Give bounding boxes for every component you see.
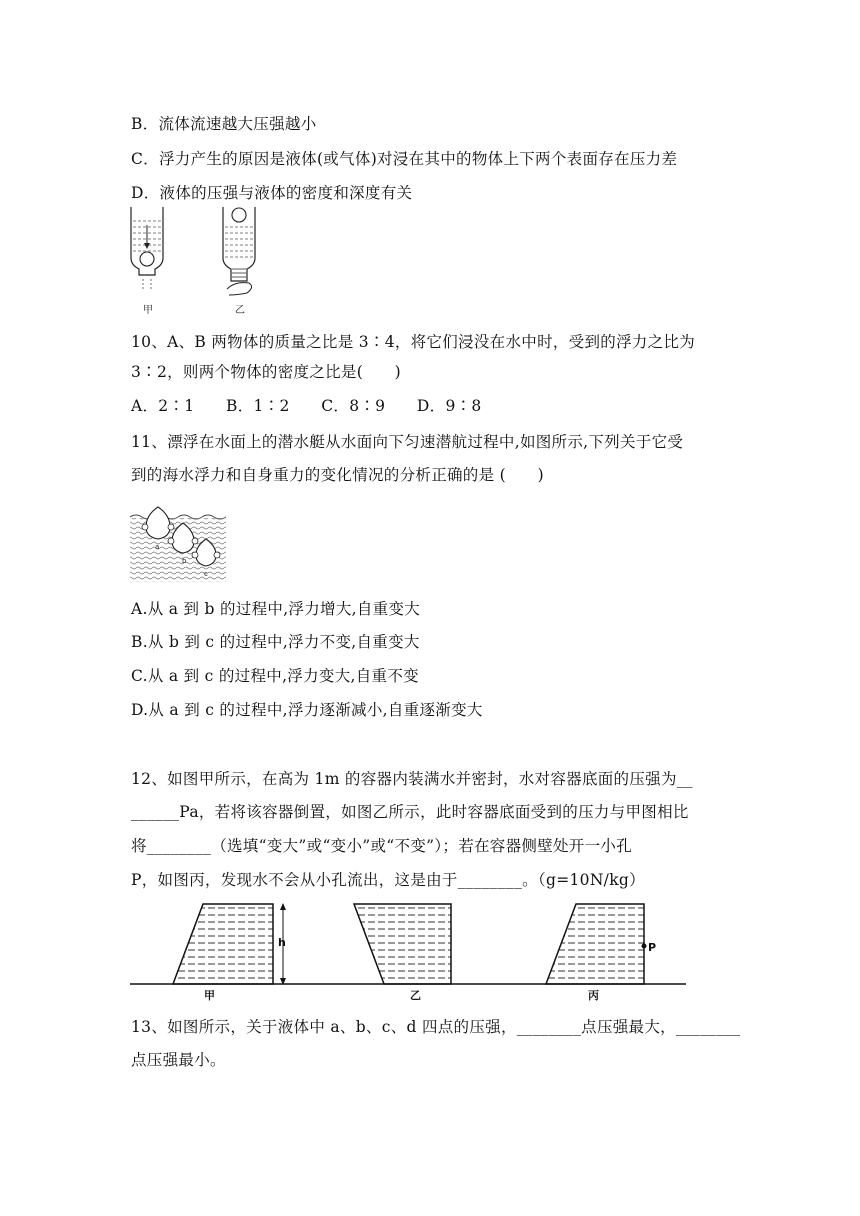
q10-line1: 10、A、B 两物体的质量之比是 3∶4，将它们浸没在水中时，受到的浮力之比为 [131, 333, 696, 351]
container-yi [354, 904, 451, 1002]
sub-label-a: a [155, 543, 160, 551]
container-jia [173, 903, 286, 1002]
q12-line1: 12、如图甲所示，在高为 1m 的容器内装满水并密封，水对容器底面的压强为__ [131, 770, 693, 788]
q11-option-a: A.从 a 到 b 的过程中,浮力增大,自重变大 [131, 600, 421, 618]
fig9-label-jia: 甲 [143, 305, 153, 316]
q11-line2: 到的海水浮力和自身重力的变化情况的分析正确的是 ( ) [131, 466, 544, 484]
sub-label-b: b [182, 557, 187, 565]
bottle-yi [223, 207, 255, 316]
q12-figure [128, 898, 688, 1004]
q9-option-d: D．液体的压强与液体的密度和深度有关 [131, 184, 413, 202]
q12-line4: P，如图丙，发现水不会从小孔流出，这是由于________。（g=10N/kg） [131, 871, 645, 889]
hole-p [642, 944, 647, 949]
q13-line1: 13、如图所示，关于液体中 a、b、c、d 四点的压强，________点压强最大，________ [131, 1018, 741, 1036]
fig12-label-yi: 乙 [410, 989, 421, 1002]
q13-line2: 点压强最小。 [131, 1051, 226, 1069]
q11-line1: 11、漂浮在水面上的潜水艇从水面向下匀速潜航过程中,如图所示,下列关于它受 [131, 433, 684, 451]
q11-figure [128, 505, 228, 585]
fig12-label-jia: 甲 [204, 989, 215, 1002]
sub-label-c: c [204, 570, 208, 578]
fig12-label-bing: 丙 [588, 989, 599, 1002]
q10-line2: 3∶2，则两个物体的密度之比是( ) [131, 363, 402, 381]
q11-option-b: B.从 b 到 c 的过程中,浮力不变,自重变大 [131, 633, 420, 651]
q11-option-c: C.从 a 到 c 的过程中,浮力变大,自重不变 [131, 667, 419, 685]
container-bing [546, 904, 656, 1002]
q9-option-b: B．流体流速越大压强越小 [131, 115, 317, 133]
q10-options: A．2∶1 B．1∶2 C．8∶9 D．9∶8 [131, 397, 482, 415]
q9-option-c: C．浮力产生的原因是液体(或气体)对浸在其中的物体上下两个表面存在压力差 [131, 150, 678, 168]
q9-figure [125, 203, 275, 318]
q12-line2: ______Pa，若将该容器倒置，如图乙所示，此时容器底面受到的压力与甲图相比 [131, 803, 689, 821]
fig12-label-p: P [648, 941, 657, 954]
fig12-label-h: h [278, 936, 286, 949]
q11-option-d: D.从 a 到 c 的过程中,浮力逐渐减小,自重逐渐变大 [131, 701, 483, 719]
fig9-label-yi: 乙 [235, 305, 245, 316]
bottle-jia [131, 207, 163, 316]
q12-line3: 将________（选填“变大”或“变小”或“不变”）；若在容器侧壁处开一小孔 [131, 837, 632, 855]
